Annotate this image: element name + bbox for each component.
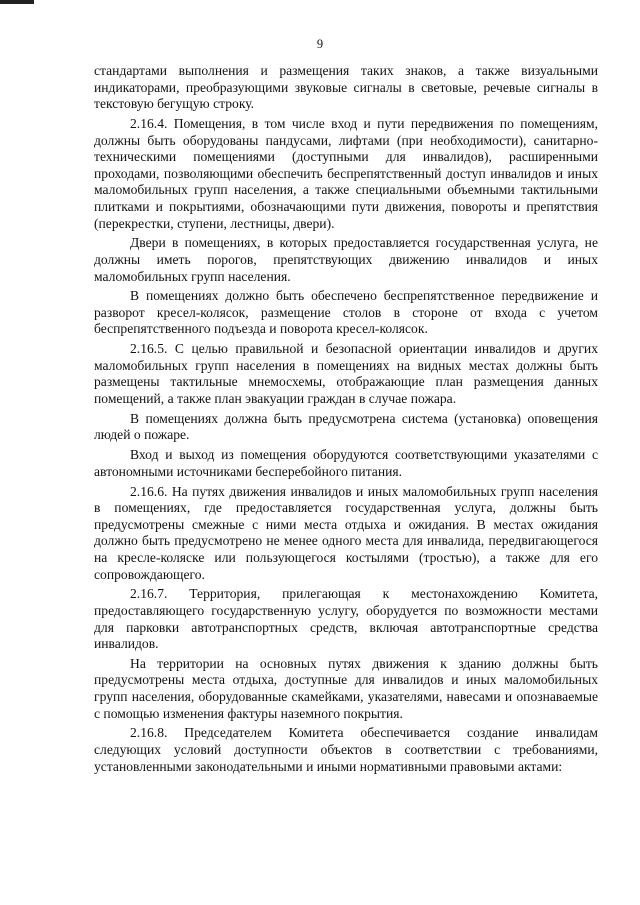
document-body [94,63,598,778]
paragraph-2-16-5: 2.16.5. С целью правильной и безопасной ориентации инвалидов и других маломобильных групп населения в помещениях на видных местах должны быть размещены тактильные мнемосхемы, отображающие план размещения данных помещений, а также план эвакуации граждан в случае пожара. [94,341,598,407]
paragraph-wheelchair-movement: В помещениях должно быть обеспечено беспрепятственное передвижение и разворот кресел-колясок, размещение столов в стороне от входа с учетом беспрепятственного подъезда и поворота кресел-колясок. [94,288,598,337]
paragraph-2-16-8: 2.16.8. Председателем Комитета обеспечивается создание инвалидам следующих условий доступности объектов в соответствии с требованиями, установленными законодательными и иными нормативными правовыми актами: [94,725,598,774]
page-number: 9 [316,37,324,51]
paragraph-fire-alarm: В помещениях должна быть предусмотрена система (установка) оповещения людей о пожаре. [94,410,598,443]
paragraph-2-16-6: 2.16.6. На путях движения инвалидов и иных маломобильных групп населения в помещениях, где предоставляется государственная услуга, должны быть предусмотрены смежные с ними места отдыха и ожидания. В местах ожидания должно быть предусмотрено не менее одного места для инвалида, передвигающегося на кресле-коляске или пользующегося костылями (тростью), а также для его сопровождающего. [94,483,598,582]
paragraph-2-16-4: 2.16.4. Помещения, в том числе вход и пути передвижения по помещениям, должны быть оборудованы пандусами, лифтами (при необходимости), санитарно-техническими помещениями (доступными для инвалидов), расширенными проходами, позволяющими обеспечить беспрепятственный доступ инвалидов и иных маломобильных групп населения, а также специальными объемными тактильными плитками и покрытиями, обозначающими пути движения, повороты и препятствия (перекрестки, ступени, лестницы, двери). [94,115,598,231]
paragraph-2-16-7: 2.16.7. Территория, прилегающая к местонахождению Комитета, предоставляющего государственную услугу, оборудуется по возможности местами для парковки автотранспортных средств, включая автотранспортные средства инвалидов. [94,586,598,652]
paragraph-signals-continuation: стандартами выполнения и размещения таких знаков, а также визуальными индикаторами, преобразующими звуковые сигналы в световые, речевые сигналы в текстовую бегущую строку. [94,63,598,112]
paragraph-rest-places: На территории на основных путях движения к зданию должны быть предусмотрены места отдыха, доступные для инвалидов и иных маломобильных групп населения, оборудованные скамейками, указателями, навесами и опознаваемые с помощью изменения фактуры наземного покрытия. [94,655,598,721]
paragraph-entrance-signs: Вход и выход из помещения оборудуются соответствующими указателями с автономными источниками бесперебойного питания. [94,447,598,479]
scan-corner-mark [0,0,34,4]
paragraph-doors: Двери в помещениях, в которых предоставляется государственная услуга, не должны иметь порогов, препятствующих движению инвалидов и иных маломобильных групп населения. [94,235,598,284]
